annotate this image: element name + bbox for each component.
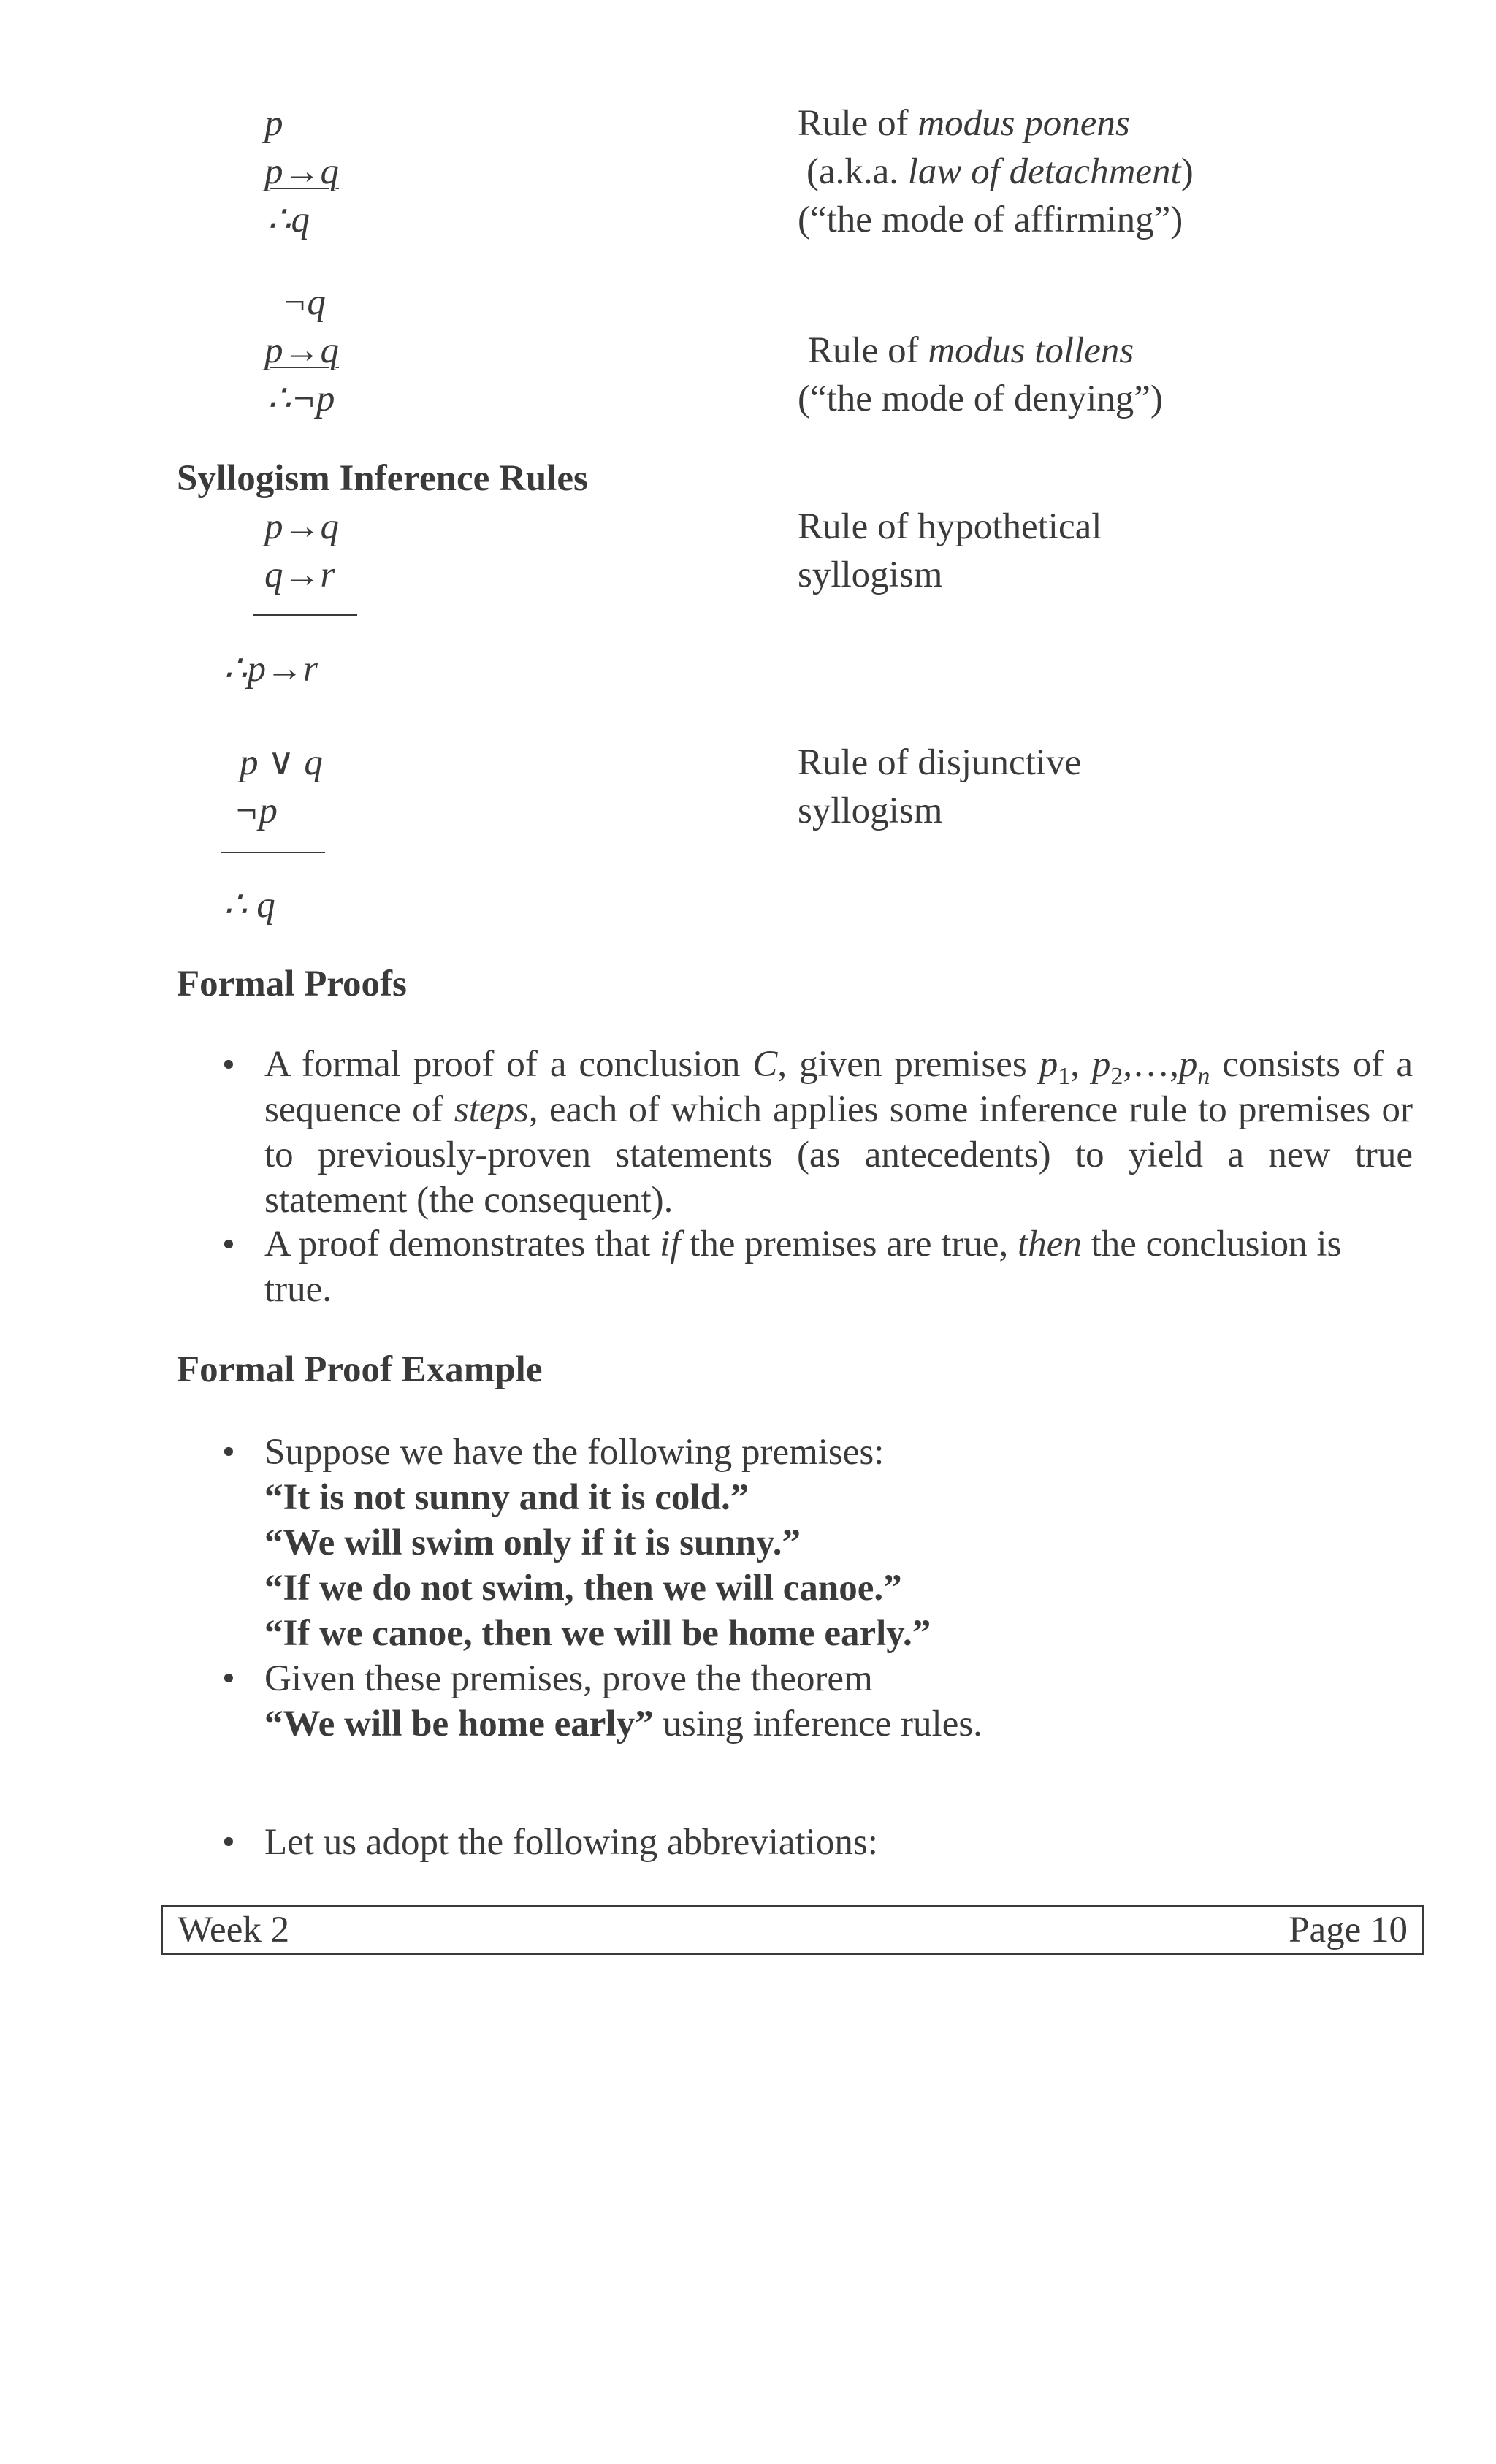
mp-mode: (“the mode of affirming”) [798,199,1183,240]
theorem-suffix: using inference rules. [653,1704,982,1744]
premise-1: “It is not sunny and it is cold.” [264,1477,749,1518]
mt-rule-prefix: Rule of [808,330,928,371]
hs-premise-1: p→q [264,506,339,547]
example-given: Given these premises, prove the theorem [264,1658,873,1699]
premise-2: “We will swim only if it is sunny.” [264,1522,801,1563]
mt-premise-2: p→q [264,330,339,371]
ds-separator [221,852,325,853]
ds-conclusion: ∴ q [224,885,275,926]
mp-conclusion: ∴q [267,199,310,240]
formal-proof-definition: A formal proof of a conclusion C, given premises $p_1$, $p_2,\dots,p_n$ consists of a sequence of steps, each of which applies some inference rule to premises or to previously-proven statements (as antecedents) to yield a new true statement (the consequent). [264,1044,1413,1221]
mp-premise-2: p→q [264,151,339,192]
example-heading: Formal Proof Example [177,1349,543,1390]
mp-aka-suffix: ) [1180,151,1194,192]
example-intro: Suppose we have the following premises: [264,1432,885,1473]
footer-week: Week 2 [178,1910,290,1950]
hs-desc-2: syllogism [798,554,943,595]
theorem-text: “We will be home early” [264,1704,654,1744]
ds-desc-1: Rule of disjunctive [798,742,1082,783]
example-abbreviations: Let us adopt the following abbreviations: [264,1822,878,1863]
hs-desc-1: Rule of hypothetical [798,506,1102,547]
formal-proof-demonstration: A proof demonstrates that if the premises are true, then the conclusion is true. [264,1224,1342,1310]
ds-desc-2: syllogism [798,790,943,831]
footer-page-number: Page 10 [1289,1910,1408,1950]
mt-conclusion: ∴¬p [267,378,335,419]
ds-premise-2: ¬p [234,790,278,831]
mp-rule-term: modus ponens [917,103,1130,144]
bullet-marker: • [222,1224,235,1265]
mt-premise-1: ¬q [282,282,326,323]
syllogism-heading: Syllogism Inference Rules [177,458,588,499]
hs-premise-2: q→r [264,554,335,595]
mp-aka-term: law of detachment [907,151,1181,192]
page-footer [161,1905,1424,1955]
premise-3: “If we do not swim, then we will canoe.” [264,1568,902,1609]
mt-rule-term: modus tollens [928,330,1134,371]
formal-proofs-heading: Formal Proofs [177,964,407,1004]
bullet-marker: • [222,1045,235,1086]
hs-separator [253,614,357,616]
mt-rule-name [808,329,1134,373]
mp-rule-name [798,102,1130,145]
mp-rule-prefix: Rule of [798,103,918,144]
mp-premise-1: p [264,103,283,144]
premise-4: “If we canoe, then we will be home early.” [264,1613,931,1654]
example-theorem-line [264,1702,982,1746]
mt-mode: (“the mode of denying”) [798,378,1163,419]
bullet-marker: • [222,1658,235,1699]
ds-premise-1: p ∨ q [240,742,323,783]
hs-conclusion: ∴p→r [224,649,318,690]
bullet-marker: • [222,1822,235,1863]
bullet-marker: • [222,1432,235,1473]
mp-aka-prefix: (a.k.a. [806,151,908,192]
mp-aka [806,150,1194,194]
